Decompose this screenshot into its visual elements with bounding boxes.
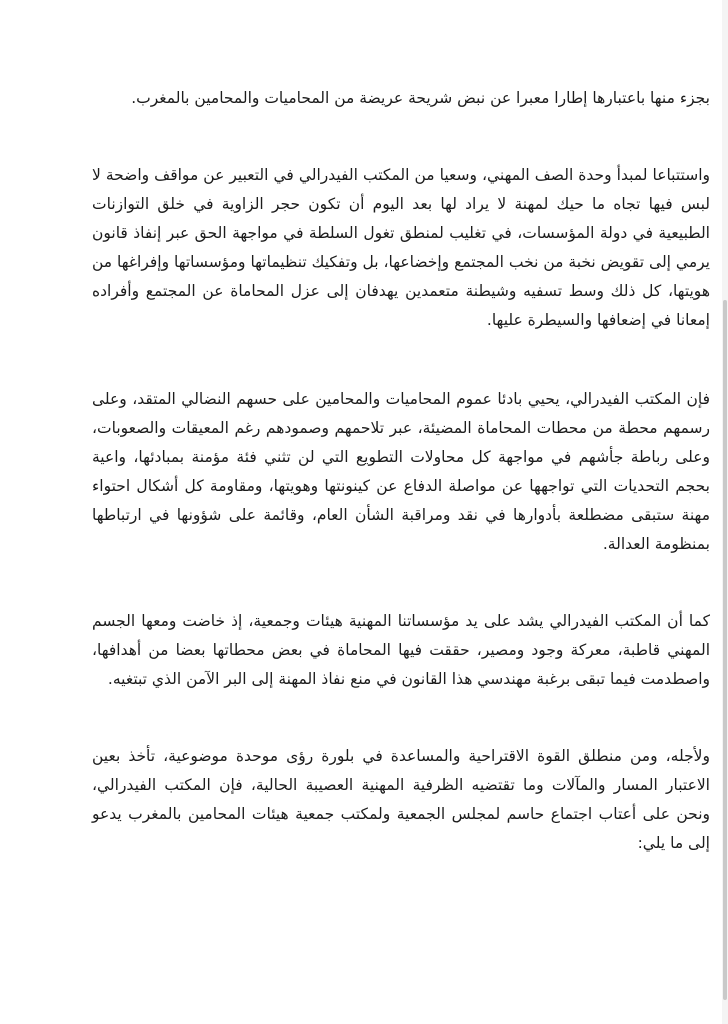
paragraph-4: كما أن المكتب الفيدرالي يشد على يد مؤسساتنا المهنية هيئات وجمعية، إذ خاضت ومعها الجسم المهني قاطبة، معركة وجود ومصير، حققت فيها المحاماة في بعض محطاتها بعضا من أهدافها، واصطدمت فيما تبقى برغبة مهندسي هذا القانون في منع نفاذ المهنة إلى البر الآمن الذي تبتغيه. — [92, 612, 710, 688]
vertical-scrollbar[interactable] — [722, 0, 728, 1024]
paragraph-2: واستتباعا لمبدأ وحدة الصف المهني، وسعيا من المكتب الفيدرالي في التعبير عن مواقف واضحة لا لبس فيها تجاه ما حيك لمهنة لا يراد لها بعد اليوم أن تكون حجر الزاوية في خلق التوازنات الطبيعية في دولة المؤسسات، في تغليب لمنطق تغول السلطة في مواجهة الحق عبر إنفاذ قانون يرمي إلى تقويض نخبة من نخب المجتمع وإخضاعها، بل وتفكيك تنظيماتها ومؤسساتها وإفراغها من هويتها، كل ذلك وسط تسفيه وشيطنة متعمدين يهدفان إلى عزل المحاماة عن المجتمع وأفراده إمعانا في إضعافها والسيطرة عليها. — [92, 166, 710, 329]
paragraph-1: بجزء منها باعتبارها إطارا معبرا عن نبض شريحة عريضة من المحاميات والمحامين بالمغرب. — [131, 89, 710, 107]
paragraph-3: فإن المكتب الفيدرالي، يحيي بادئا عموم المحاميات والمحامين على حسهم النضالي المتقد، وعلى رسمهم محطة من محطات المحاماة المضيئة، عبر تلاحمهم وصمودهم رغم المعيقات والصعوبات، وعلى رباطة جأشهم في مواجهة كل محاولات التطويع التي لن تثني فئة مؤمنة بمبادئها، واعية بحجم التحديات التي تواجهها عن مواصلة الدفاع عن كينونتها وهويتها، ومقاومة كل أشكال احتواء مهنة ستبقى مضطلعة بأدوارها في نقد ومراقبة الشأن العام، وقائمة على شؤونها في ارتباطها بمنظومة العدالة. — [92, 390, 710, 553]
document-body — [92, 84, 710, 858]
paragraph-5: ولأجله، ومن منطلق القوة الاقتراحية والمساعدة في بلورة رؤى موحدة موضوعية، تأخذ بعين الاعتبار المسار والمآلات وما تقتضيه الظرفية المهنية العصيبة الحالية، فإن المكتب الفيدرالي، ونحن على أعتاب اجتماع حاسم لمجلس الجمعية ولمكتب جمعية هيئات المحامين بالمغرب يدعو إلى ما يلي: — [92, 747, 710, 852]
scrollbar-thumb[interactable] — [723, 300, 727, 1000]
